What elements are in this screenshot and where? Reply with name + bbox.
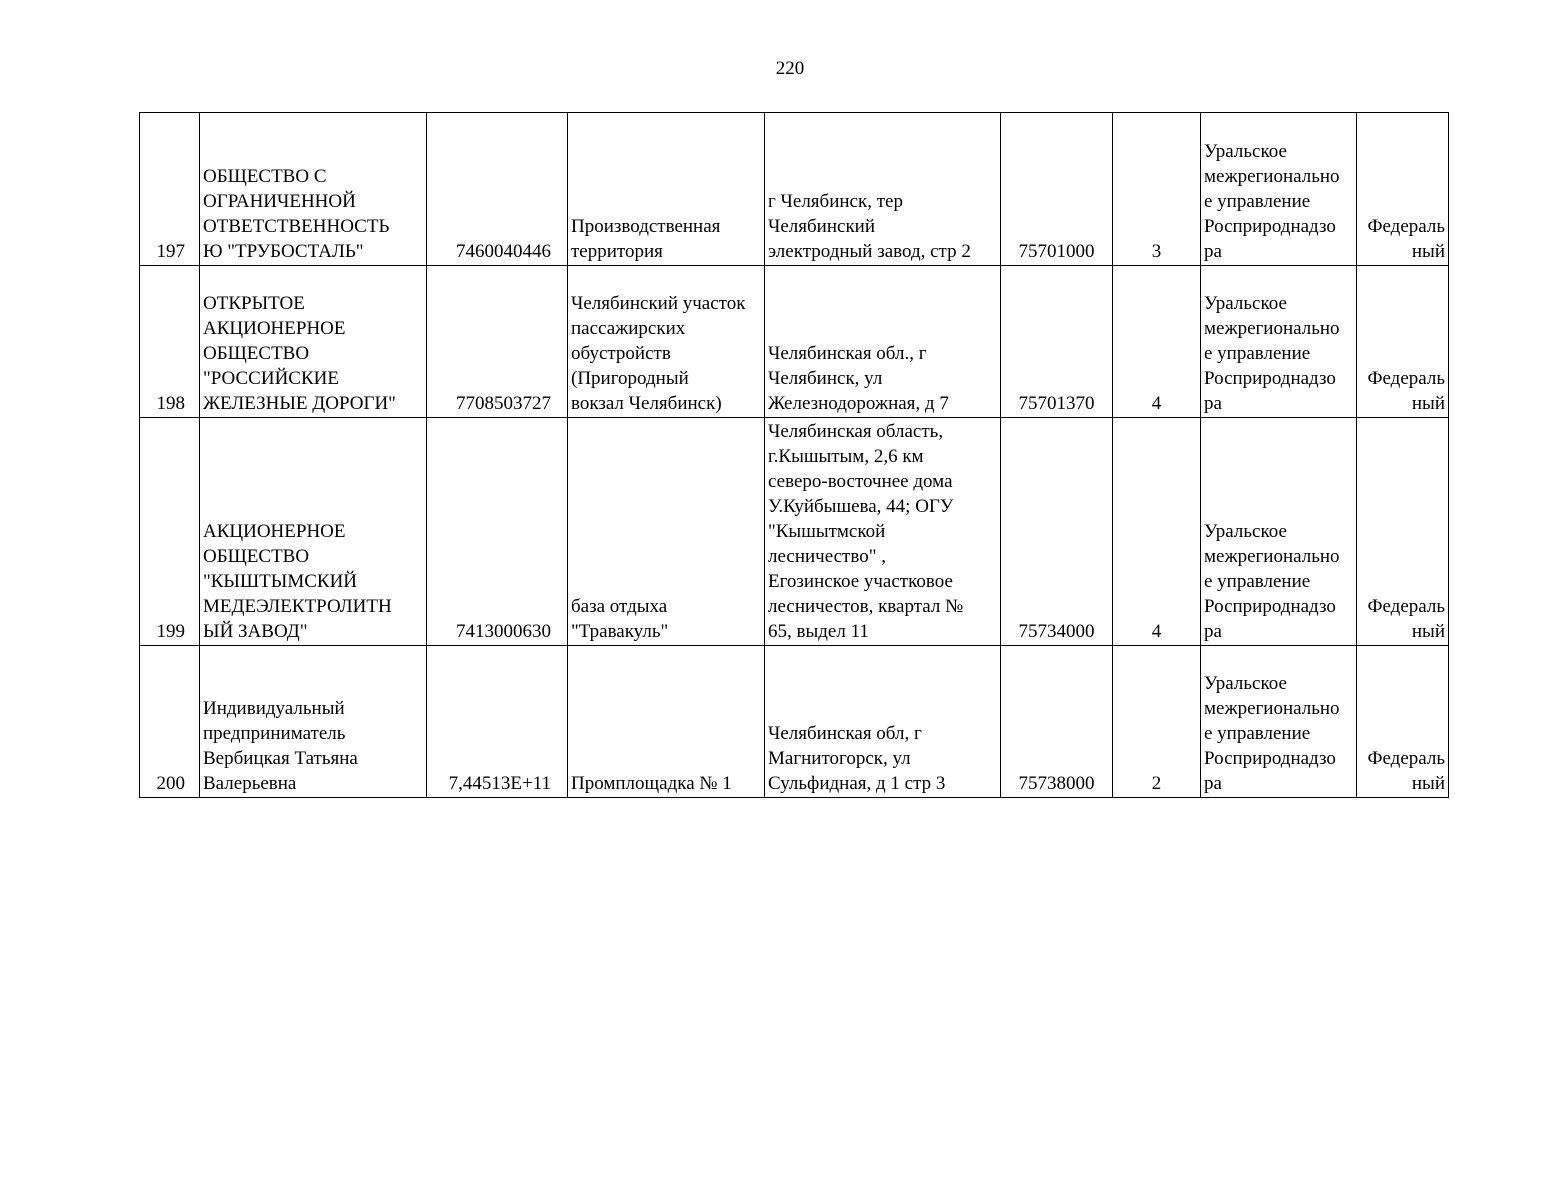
table-row [140, 113, 1449, 266]
supervision-level: Федераль ный [1357, 113, 1449, 266]
inn-value: 7,44513E+11 [427, 646, 568, 798]
oktmo-code: 75738000 [1001, 646, 1113, 798]
object-address: Челябинская область, г.Кышытым, 2,6 км северо-восточнее дома У.Куйбышева, 44; ОГУ "Кышытмской лесничество" , Егозинское участковое лесничестов, квартал № 65, выдел 11 [765, 418, 1001, 646]
oktmo-code: 75734000 [1001, 418, 1113, 646]
oktmo-code: 75701370 [1001, 266, 1113, 418]
object-address: Челябинская обл., г Челябинск, ул Железнодорожная, д 7 [765, 266, 1001, 418]
table-row [140, 646, 1449, 798]
row-number: 200 [140, 646, 200, 798]
inn-value: 7460040446 [427, 113, 568, 266]
object-name: Промплощадка № 1 [568, 646, 765, 798]
object-name: Производственная территория [568, 113, 765, 266]
category-value: 3 [1113, 113, 1201, 266]
category-value: 4 [1113, 266, 1201, 418]
category-value: 2 [1113, 646, 1201, 798]
supervising-agency: Уральское межрегионально е управление Росприроднадзо ра [1201, 113, 1357, 266]
supervision-level: Федераль ный [1357, 418, 1449, 646]
row-number: 199 [140, 418, 200, 646]
inn-value: 7708503727 [427, 266, 568, 418]
supervising-agency: Уральское межрегионально е управление Росприроднадзо ра [1201, 266, 1357, 418]
inn-value: 7413000630 [427, 418, 568, 646]
supervising-agency: Уральское межрегионально е управление Росприроднадзо ра [1201, 646, 1357, 798]
category-value: 4 [1113, 418, 1201, 646]
row-number: 198 [140, 266, 200, 418]
object-name: база отдыха "Травакуль" [568, 418, 765, 646]
supervising-agency: Уральское межрегионально е управление Росприроднадзо ра [1201, 418, 1357, 646]
organization-name: ОБЩЕСТВО С ОГРАНИЧЕННОЙ ОТВЕТСТВЕННОСТЬ Ю "ТРУБОСТАЛЬ" [200, 113, 427, 266]
supervision-level: Федераль ный [1357, 646, 1449, 798]
supervision-level: Федераль ный [1357, 266, 1449, 418]
oktmo-code: 75701000 [1001, 113, 1113, 266]
object-name: Челябинский участок пассажирских обустройств (Пригородный вокзал Челябинск) [568, 266, 765, 418]
organization-name: ОТКРЫТОЕ АКЦИОНЕРНОЕ ОБЩЕСТВО "РОССИЙСКИЕ ЖЕЛЕЗНЫЕ ДОРОГИ" [200, 266, 427, 418]
organization-name: АКЦИОНЕРНОЕ ОБЩЕСТВО "КЫШТЫМСКИЙ МЕДЕЭЛЕКТРОЛИТН ЫЙ ЗАВОД" [200, 418, 427, 646]
object-address: г Челябинск, тер Челябинский электродный завод, стр 2 [765, 113, 1001, 266]
organization-name: Индивидуальный предприниматель Вербицкая Татьяна Валерьевна [200, 646, 427, 798]
table-row [140, 418, 1449, 646]
table-row [140, 266, 1449, 418]
registry-table [139, 112, 1449, 798]
row-number: 197 [140, 113, 200, 266]
page-number: 220 [775, 58, 805, 79]
object-address: Челябинская обл, г Магнитогорск, ул Сульфидная, д 1 стр 3 [765, 646, 1001, 798]
